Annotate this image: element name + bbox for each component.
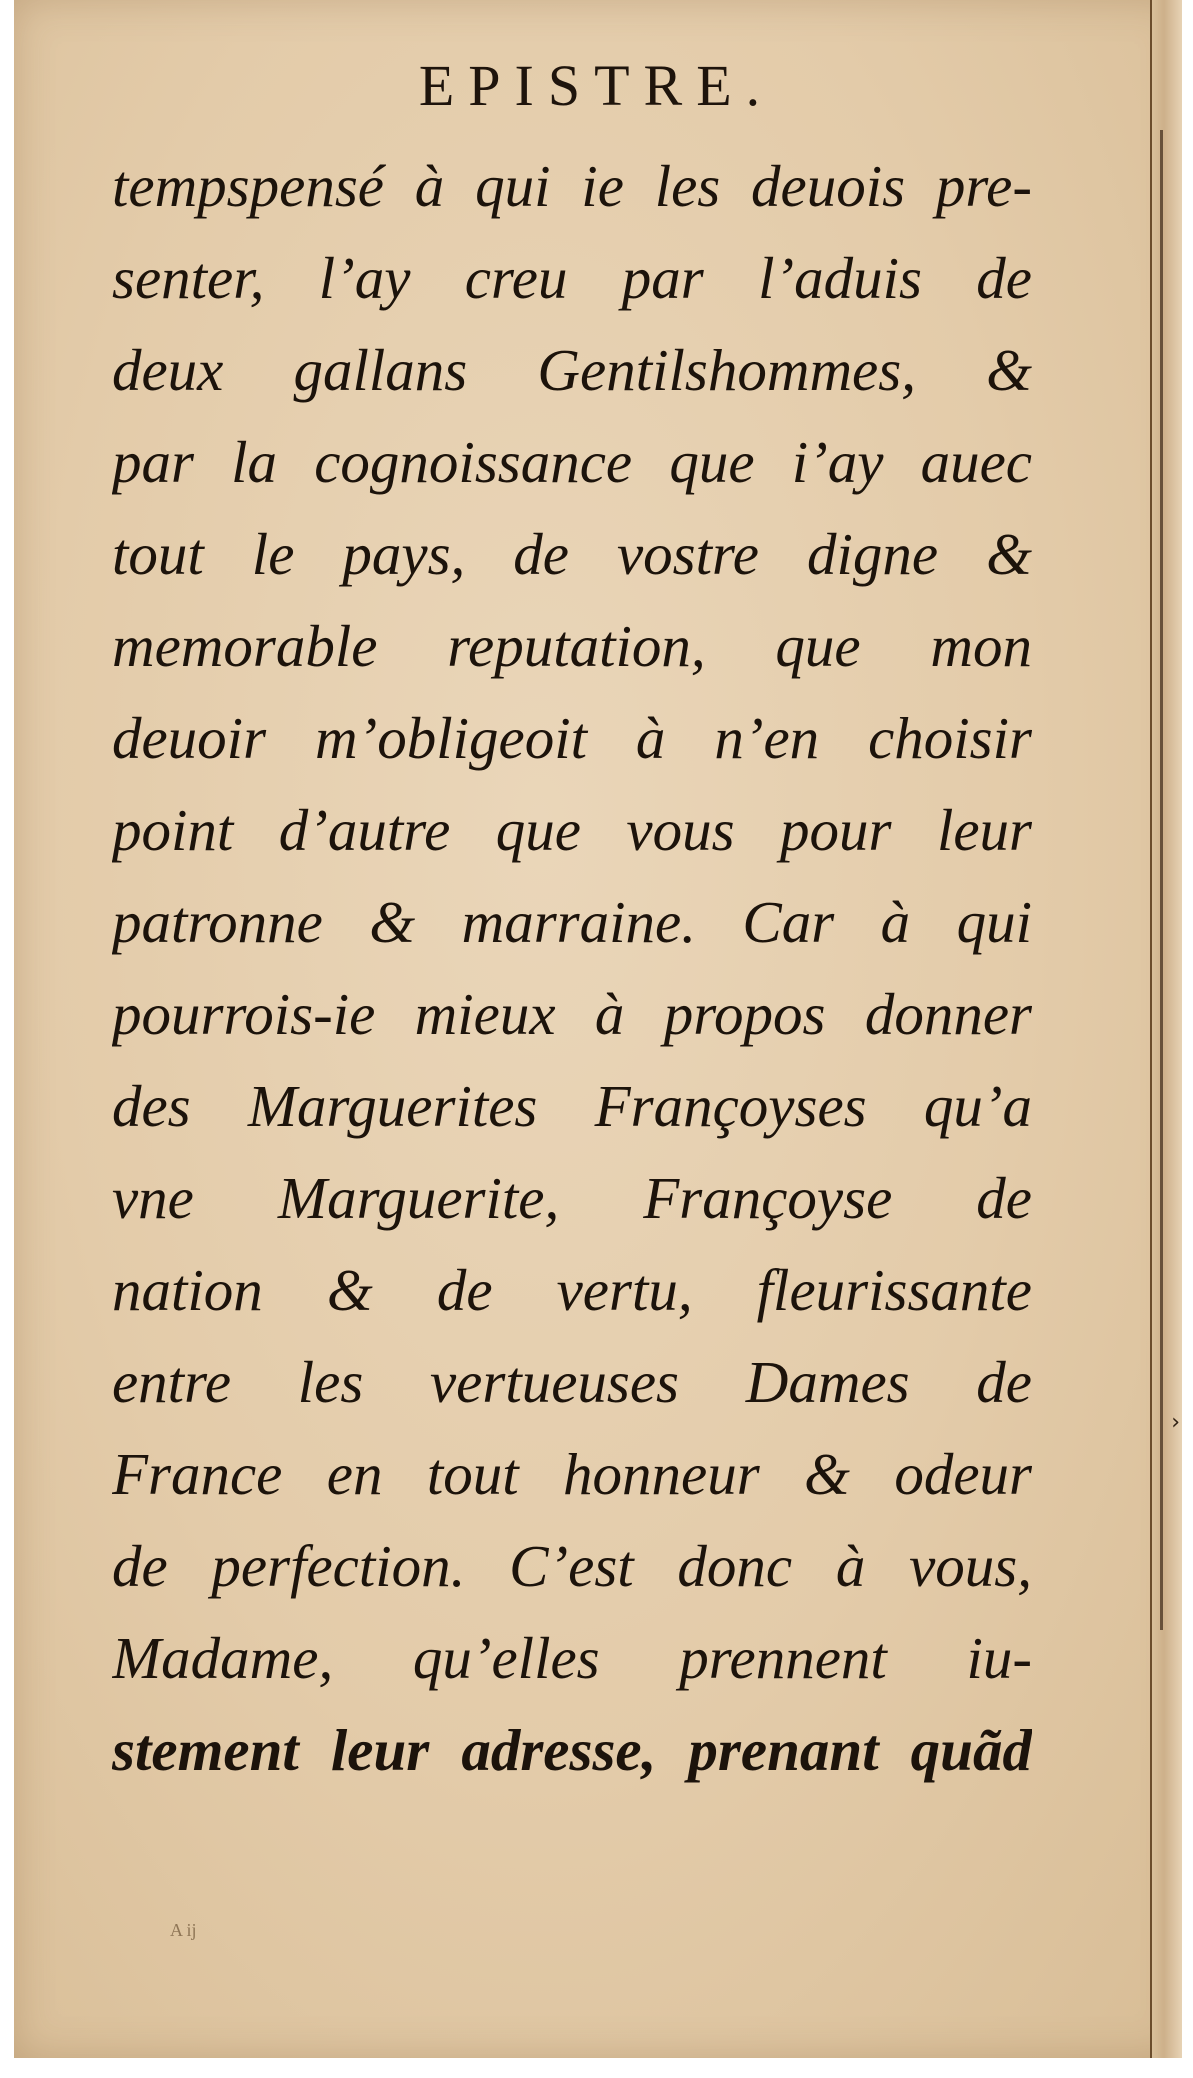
text-line: France en tout honneur & odeur (112, 1441, 1032, 1507)
page-gutter-edge (1150, 0, 1182, 2058)
text-line: entre les vertueuses Dames de (112, 1349, 1032, 1415)
text-line: point d’autre que vous pour leur (112, 797, 1032, 863)
text-line: senter, l’ay creu par l’aduis de (112, 245, 1032, 311)
text-line: tout le pays, de vostre digne & (112, 521, 1032, 587)
running-head: EPISTRE. (418, 53, 775, 118)
text-line: tempspensé à qui ie les deuois pre- (112, 153, 1032, 219)
text-line: par la cognoissance que i’ay auec (112, 429, 1032, 495)
text-line: Madame, qu’elles prennent iu- (112, 1625, 1032, 1691)
text-line: patronne & marraine. Car à qui (112, 889, 1032, 955)
text-line: pourrois-ie mieux à propos donner (112, 981, 1032, 1047)
text-line: des Marguerites Françoyses qu’a (112, 1073, 1032, 1139)
body-text (112, 140, 1032, 1796)
text-line: de perfection. C’est donc à vous, (112, 1533, 1032, 1599)
text-line: nation & de vertu, fleurissante (112, 1257, 1032, 1323)
text-line: deuoir m’obligeoit à n’en choisir (112, 705, 1032, 771)
text-line: deux gallans Gentilshommes, & (112, 337, 1032, 403)
text-line: stement leur adresse, prenant quãd (112, 1717, 1032, 1783)
text-line: vne Marguerite, Françoyse de (112, 1165, 1032, 1231)
gutter-mark: › (1171, 1410, 1180, 1435)
signature-mark: A ij (170, 1920, 197, 1940)
binding-line (1160, 130, 1163, 1630)
text-line: memorable reputation, que mon (112, 613, 1032, 679)
